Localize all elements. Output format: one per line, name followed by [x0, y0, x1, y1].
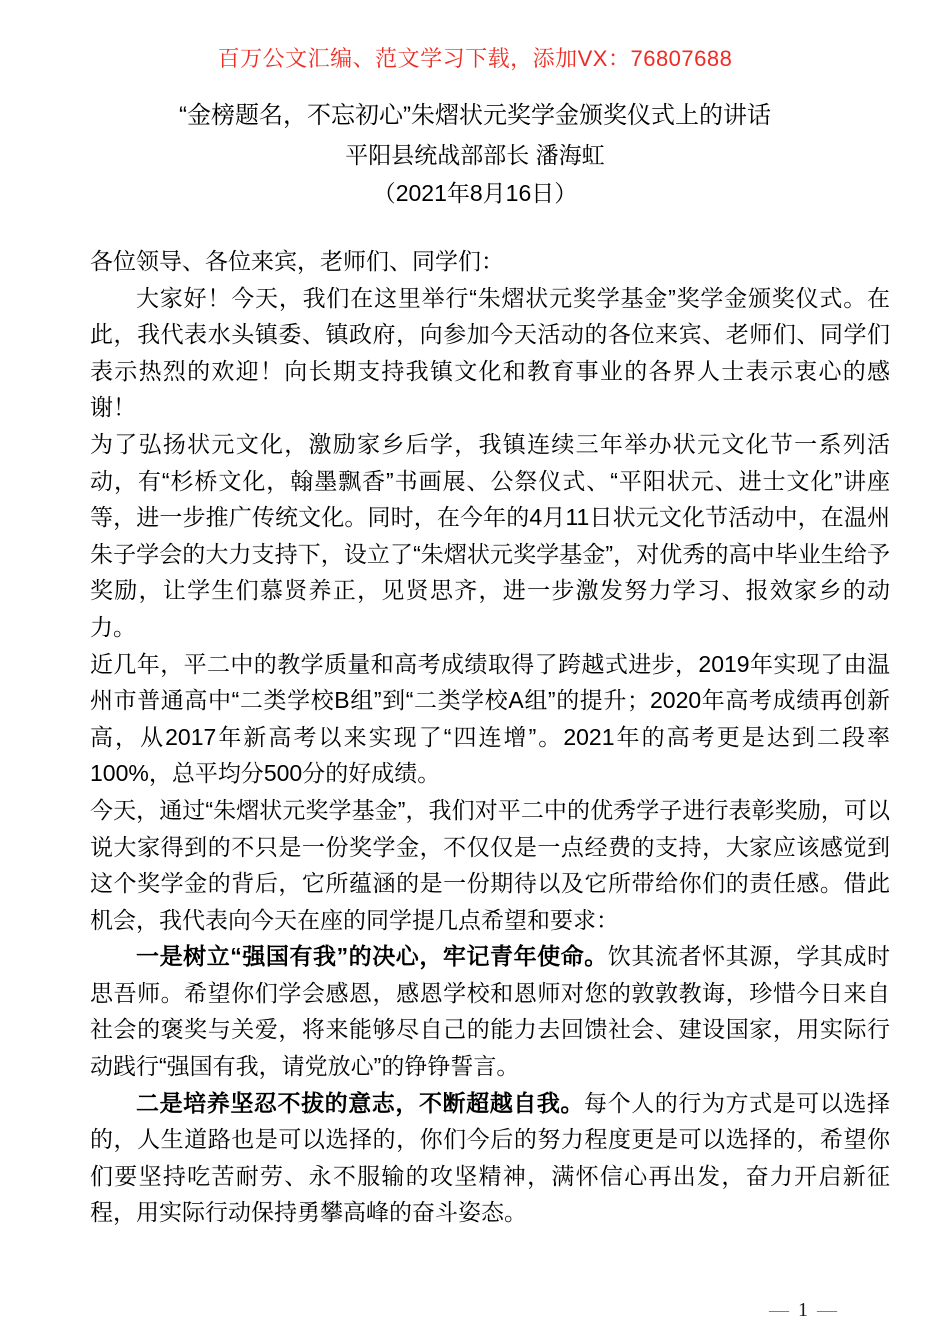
page-number	[760, 1298, 846, 1322]
paragraph: 近几年，平二中的教学质量和高考成绩取得了跨越式进步，2019年实现了由温州市普通高中“二类学校B组”到“二类学校A组”的提升；2020年高考成绩再创新高，从2017年新高考以来实现了“四连增”。2021年的高考更是达到二段率100%，总平均分500分的好成绩。	[90, 650, 890, 787]
title-block	[0, 96, 950, 212]
salutation-line: 各位领导、各位来宾，老师们、同学们：	[90, 248, 504, 274]
page-number-dash-left: —	[769, 1299, 789, 1321]
paragraph	[90, 1085, 890, 1231]
paragraph-lead: 二是培养坚忍不拔的意志，不断超越自我。	[136, 1089, 585, 1116]
author-line: 平阳县统战部部长 潘海虹	[345, 142, 605, 168]
document-title: “金榜题名，不忘初心”朱熠状元奖学金颁奖仪式上的讲话	[179, 102, 771, 129]
date-line: （2021年8月16日）	[372, 180, 578, 206]
paragraph	[90, 938, 890, 1084]
watermark-banner: 百万公文汇编、范文学习下载，添加VX：76807688	[217, 46, 733, 71]
paragraph-text: 饮其流者怀其源，学其成时思吾师。希望你们学会感恩，感恩学校和恩师对您的敦敦教诲，珍惜今日来自社会的褒奖与关爱，将来能够尽自己的能力去回馈社会、建设国家，用实际行动践行“强国有我，请党放心”的铮铮誓言。	[90, 943, 890, 1080]
paragraph: 今天，通过“朱熠状元奖学基金”，我们对平二中的优秀学子进行表彰奖励，可以说大家得到的不只是一份奖学金，不仅仅是一点经费的支持，大家应该感觉到这个奖学金的背后，它所蕴涵的是一份期待以及它所带给你们的责任感。借此机会，我代表向今天在座的同学提几点希望和要求：	[90, 796, 890, 933]
paragraph-lead: 一是树立“强国有我”的决心，牢记青年使命。	[136, 943, 608, 970]
page-number-value: 1	[798, 1299, 808, 1321]
paragraph-text: 每个人的行为方式是可以选择的，人生道路也是可以选择的，你们今后的努力程度更是可以选择的，希望你们要坚持吃苦耐劳、永不服输的攻坚精神，满怀信心再出发，奋力开启新征程，用实际行动保持勇攀高峰的奋斗姿态。	[90, 1089, 891, 1226]
page-number-dash-right: —	[817, 1299, 837, 1321]
paragraph: 为了弘扬状元文化，激励家乡后学，我镇连续三年举办状元文化节一系列活动，有“杉桥文化，翰墨飘香”书画展、公祭仪式、“平阳状元、进士文化”讲座等，进一步推广传统文化。同时，在今年的4月11日状元文化节活动中，在温州朱子学会的大力支持下，设立了“朱熠状元奖学基金”，对优秀的高中毕业生给予奖励，让学生们慕贤养正，见贤思齐，进一步激发努力学习、报效家乡的动力。	[90, 430, 890, 640]
document-body	[90, 243, 890, 1231]
paragraph: 大家好！今天，我们在这里举行“朱熠状元奖学基金”奖学金颁奖仪式。在此，我代表水头镇委、镇政府，向参加今天活动的各位来宾、老师们、同学们表示热烈的欢迎！向长期支持我镇文化和教育事业的各界人士表示衷心的感谢！	[90, 284, 890, 421]
